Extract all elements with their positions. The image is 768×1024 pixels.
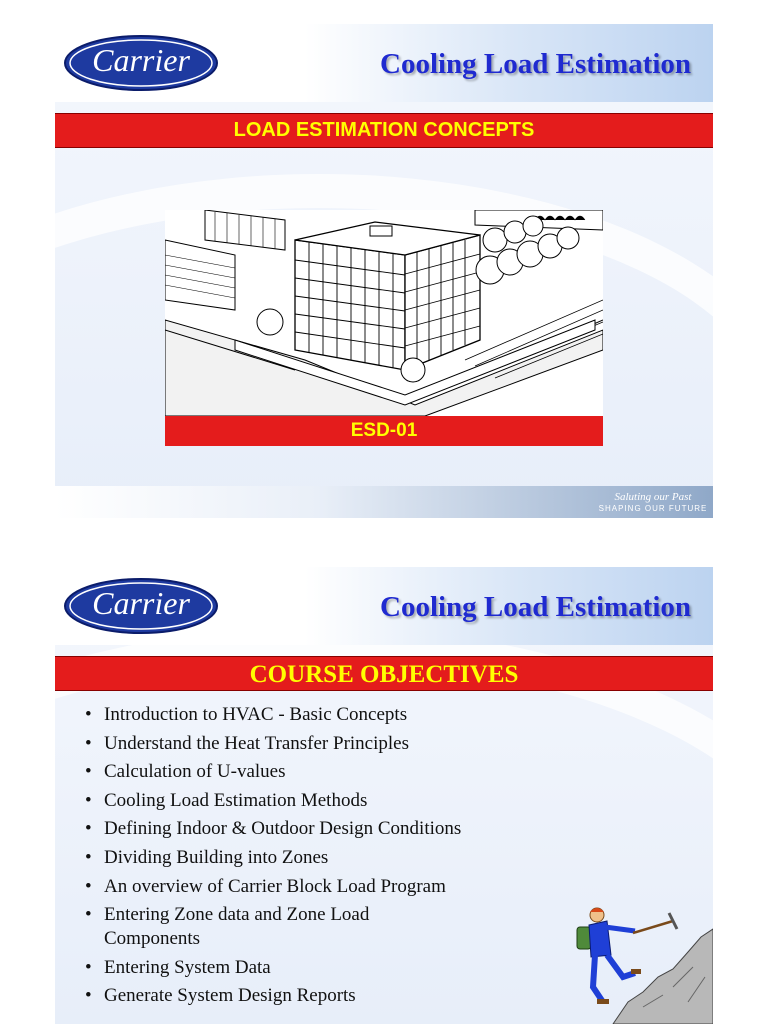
- section-title: LOAD ESTIMATION CONCEPTS: [233, 119, 535, 141]
- slide-header: [55, 24, 713, 102]
- section-title: COURSE OBJECTIVES: [249, 661, 519, 688]
- list-item: [85, 789, 545, 813]
- objective-text: An overview of Carrier Block Load Program: [104, 875, 446, 897]
- objective-text: Cooling Load Estimation Methods: [104, 789, 368, 811]
- objective-text: Calculation of U-values: [104, 761, 286, 783]
- bullet: •: [85, 732, 92, 754]
- objective-text: Understand the Heat Transfer Principles: [104, 732, 409, 754]
- section-banner: [55, 656, 713, 691]
- list-item: [85, 760, 545, 784]
- bullet: •: [85, 904, 92, 926]
- bullet: •: [85, 704, 92, 725]
- section-banner: [55, 113, 713, 148]
- list-item: [85, 903, 434, 951]
- objective-text: Defining Indoor & Outdoor Design Conditions: [104, 818, 462, 840]
- list-item: [85, 984, 545, 1008]
- objective-text: Introduction to HVAC - Basic Concepts: [104, 704, 408, 725]
- bullet: •: [85, 985, 92, 1007]
- bullet: •: [85, 818, 92, 840]
- deck-title: Cooling Load Estimation: [380, 48, 691, 80]
- objective-text: Generate System Design Reports: [104, 985, 356, 1007]
- deck-title: Cooling Load Estimation: [380, 591, 691, 623]
- objective-text: Entering System Data: [104, 956, 271, 978]
- tagline-signature-icon: [599, 489, 707, 515]
- svg-text:SHAPING OUR FUTURE: SHAPING OUR FUTURE: [599, 504, 707, 513]
- slide-title: [55, 24, 713, 518]
- bullet: •: [85, 875, 92, 897]
- bullet: •: [85, 956, 92, 978]
- bullet: •: [85, 846, 92, 868]
- list-item: [85, 703, 545, 727]
- svg-text:Saluting our Past: Saluting our Past: [614, 491, 692, 503]
- slide-header: [55, 567, 713, 645]
- office-building-icon: [165, 210, 603, 416]
- course-code: ESD-01: [165, 416, 603, 446]
- list-item: [85, 956, 545, 980]
- logo-wordmark: Carrier: [92, 42, 190, 78]
- slide-footer: [55, 486, 713, 518]
- list-item: [85, 817, 545, 841]
- list-item: [85, 846, 545, 870]
- objective-text: Dividing Building into Zones: [104, 846, 329, 868]
- bullet: •: [85, 789, 92, 811]
- slide-objectives: [55, 567, 713, 1024]
- list-item: [85, 732, 545, 756]
- logo-wordmark: Carrier: [92, 585, 190, 621]
- objectives-list: [85, 703, 545, 1013]
- bullet: •: [85, 761, 92, 783]
- list-item: [85, 875, 545, 899]
- objective-text: Entering Zone data and Zone Load Components: [104, 904, 370, 950]
- mountain-climber-icon: [573, 907, 713, 1024]
